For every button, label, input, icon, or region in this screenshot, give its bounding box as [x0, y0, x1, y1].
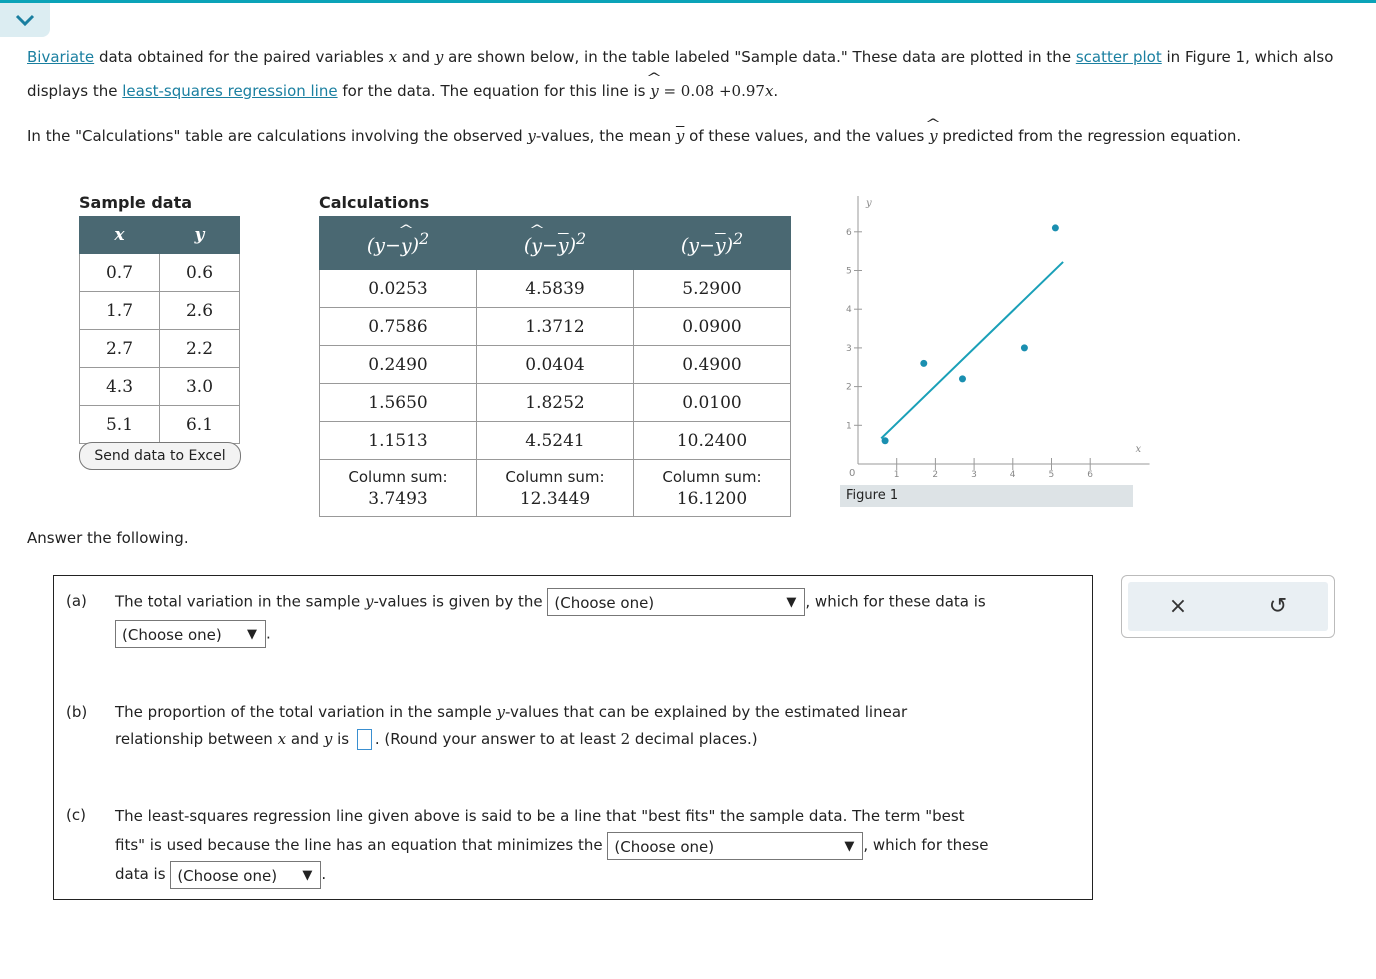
y-hat-symbol: ^ y — [929, 124, 937, 149]
collapse-toggle[interactable] — [0, 3, 50, 37]
y-tick-label: 6 — [846, 227, 852, 238]
y-hat-symbol: ^ y — [650, 74, 658, 108]
column-header-y: y — [160, 217, 240, 254]
data-point — [920, 360, 927, 367]
column-header-regression-squared: (^ $y-\overline{y})^2$ — [477, 217, 634, 270]
column-sum-row: Column sum: 3.7493 Column sum: 12.3449 Column sum: 16.1200 — [320, 460, 791, 517]
x-tick-label: 5 — [1048, 470, 1055, 480]
y-tick-label: 2 — [846, 382, 852, 393]
close-icon: × — [1168, 594, 1188, 619]
table-row: 2.7 2.2 — [80, 330, 240, 368]
y-axis-label: y — [866, 198, 872, 209]
questions-box: (a) The total variation in the sample y-values is given by the (Choose one) ▼ , which for these data is (Choose one) ▼ . (b) The proportion of the total variation in the sample y-values that can be explained by the estimated linear relationship between x and y is . (Round your answer to at least 2 decimal places.) (c) The least-squares regression line given above is said to be a line that "best fits" the sample data. The term "best fits" is used because the line has an equation that minimizes the (Choose one) ▼ , which for these data is (Choose one) ▼ . — [53, 575, 1093, 900]
total-variation-select[interactable]: (Choose one) ▼ — [547, 588, 805, 616]
y-tick-label: 1 — [846, 421, 852, 432]
clear-button[interactable] — [1128, 582, 1228, 631]
calculations-paragraph: In the "Calculations" table are calculations involving the observed y-values, the mean $\overline{y}$ of these values, and the values ^ y predicted from the regression equation. — [27, 124, 1327, 149]
scatter-plot — [840, 190, 1142, 506]
x-tick-label: 3 — [971, 470, 977, 480]
column-header-x: x — [80, 217, 160, 254]
table-row: 5.1 6.1 — [80, 406, 240, 444]
table-row: 0.2490 0.0404 0.4900 — [320, 346, 791, 384]
top-accent-bar — [0, 0, 1376, 3]
answer-instructions: Answer the following. — [27, 529, 189, 547]
table-row: 4.3 3.0 — [80, 368, 240, 406]
x-tick-label: 2 — [932, 470, 939, 480]
undo-icon: ↺ — [1268, 594, 1288, 619]
data-point — [1021, 344, 1028, 351]
calculations-title: Calculations — [319, 193, 430, 212]
regression-line — [881, 262, 1063, 438]
figure-caption: Figure 1 — [840, 485, 1133, 507]
y-tick-label: 5 — [846, 266, 852, 277]
y-bar-symbol: $\overline{y}$ — [675, 127, 685, 145]
y-tick-label: 3 — [846, 343, 852, 354]
calculations-table — [319, 216, 791, 517]
sample-data-title: Sample data — [79, 193, 193, 212]
table-row: 0.0253 4.5839 5.2900 — [320, 270, 791, 308]
regression-equation: = 0.08 +0.97 — [663, 82, 765, 100]
table-row: 0.7586 1.3712 0.0900 — [320, 308, 791, 346]
origin-label: 0 — [849, 468, 856, 479]
total-variation-value-select[interactable]: (Choose one) ▼ — [115, 620, 266, 648]
bivariate-link[interactable]: Bivariate — [27, 48, 95, 66]
x-tick-label: 1 — [893, 470, 900, 480]
x-tick-label: 4 — [1009, 470, 1016, 480]
chevron-down-icon — [14, 13, 36, 27]
table-row: 0.7 0.6 — [80, 254, 240, 292]
minimizes-select[interactable]: (Choose one) ▼ — [607, 832, 863, 860]
proportion-answer-input[interactable] — [357, 729, 372, 750]
intro-paragraph: Bivariate data obtained for the paired variables x and y are shown below, in the table labeled "Sample data." These data are plotted in the scatter plot in Figure 1, which also displays the least-squares regression line for the data. The equation for this line is ^ y = 0.08 +0.97x. — [27, 40, 1357, 108]
scatter-plot-link[interactable]: scatter plot — [1075, 48, 1162, 66]
table-row: 1.7 2.6 — [80, 292, 240, 330]
send-to-excel-button[interactable]: Send data to Excel — [79, 442, 241, 470]
x-tick-label: 6 — [1087, 470, 1093, 480]
answer-tools-panel — [1121, 575, 1335, 638]
column-header-residual-squared: (y−^ y)$^2$ — [320, 217, 477, 270]
table-row: 1.1513 4.5241 10.2400 — [320, 422, 791, 460]
column-header-total-squared: $(y-\overline{y})^2$ — [634, 217, 791, 270]
minimized-value-select[interactable]: (Choose one) ▼ — [170, 861, 321, 889]
x-axis-label: x — [1135, 444, 1142, 455]
sample-data-table — [79, 216, 240, 444]
data-point — [1052, 224, 1059, 231]
table-row: 1.5650 1.8252 0.0100 — [320, 384, 791, 422]
data-point — [882, 437, 889, 444]
data-point — [959, 375, 966, 382]
least-squares-link[interactable]: least-squares regression line — [122, 82, 338, 100]
y-tick-label: 4 — [846, 305, 852, 316]
undo-button[interactable] — [1228, 582, 1328, 631]
